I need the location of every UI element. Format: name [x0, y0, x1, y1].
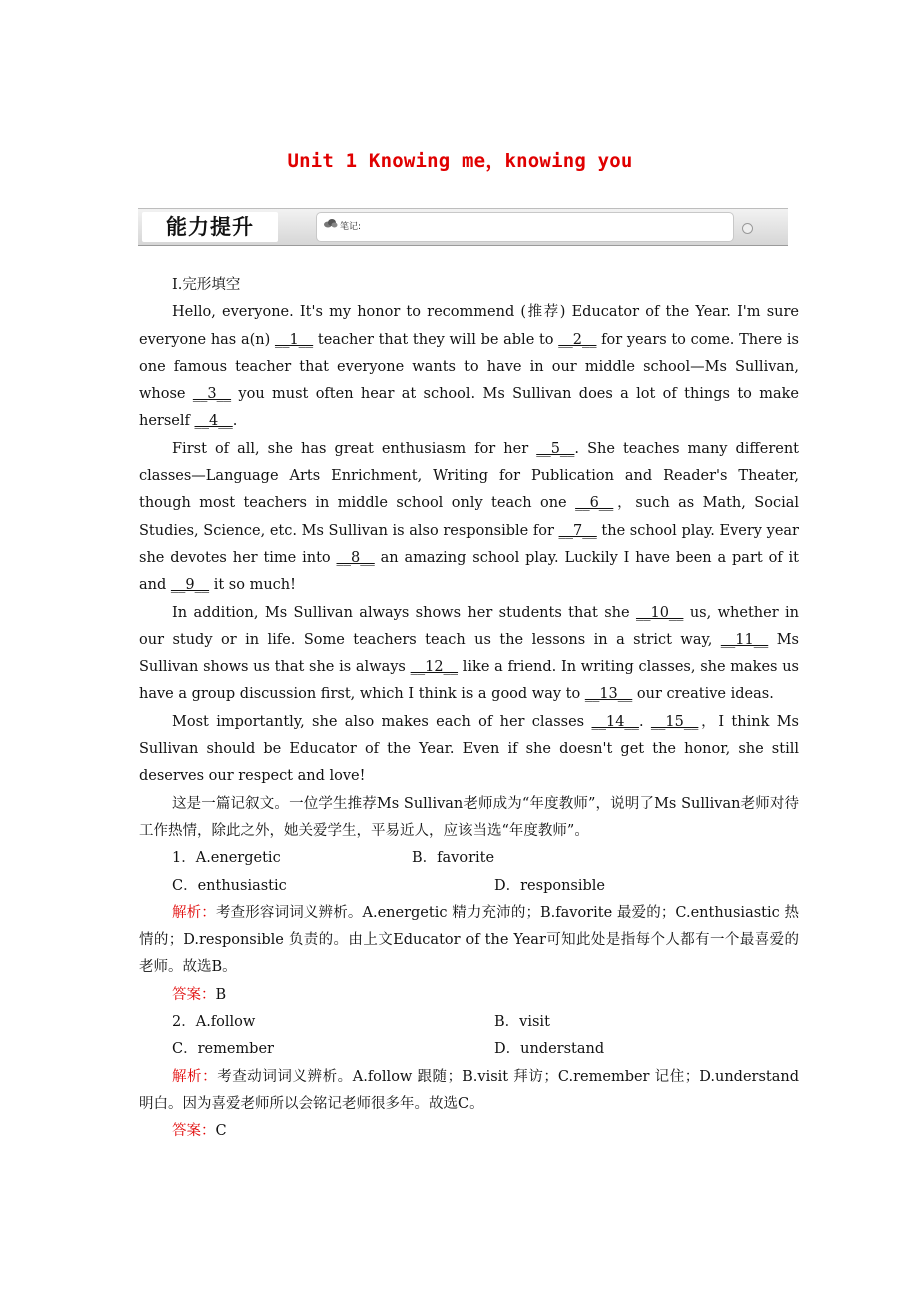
blank-1[interactable]: __1__ [274, 331, 314, 348]
question-2-answer: 答案：C [172, 1123, 227, 1140]
option-b[interactable]: B．visit [494, 1014, 550, 1031]
analysis-label: 解析： [172, 904, 216, 921]
blank-5[interactable]: __5__ [536, 440, 575, 457]
blank-3[interactable]: __3__ [192, 386, 232, 403]
knob-icon [742, 223, 753, 234]
notes-label: 笔记: [340, 222, 362, 232]
passage-paragraph-3: In addition, Ms Sullivan always shows her students that she __10__ us, whether in our study or in life. Some teachers teach us the lessons in a strict way, __11__ Ms Sullivan shows us that she is always __12__ like a friend. In writing classes, she makes us have a group discussion first, which I think is a good way to __13__ our creative ideas. [139, 604, 799, 703]
ability-tag: 能力提升 [142, 212, 278, 242]
document-body [139, 272, 799, 1146]
question-1-options-row-2 [139, 873, 799, 900]
blank-9[interactable]: __9__ [170, 577, 210, 594]
notes-field[interactable] [316, 212, 734, 242]
blank-6[interactable]: __6__ [575, 495, 614, 512]
question-1-answer: 答案：B [172, 986, 227, 1003]
question-2-analysis: 解析：考查动词词义辨析。A.follow 跟随；B.visit 拜访；C.remember 记住；D.understand 明白。因为喜爱老师所以会铭记老师很多年。故选C。 [139, 1068, 800, 1112]
blank-8[interactable]: __8__ [336, 549, 375, 566]
answer-label: 答案： [172, 1123, 216, 1140]
blank-12[interactable]: __12__ [410, 659, 459, 676]
blank-14[interactable]: __14__ [591, 713, 639, 730]
option-a[interactable]: 1．A.energetic [172, 850, 281, 867]
option-d[interactable]: D．understand [494, 1041, 605, 1058]
blank-10[interactable]: __10__ [635, 604, 684, 621]
blank-11[interactable]: __11__ [720, 631, 769, 648]
option-a[interactable]: 2．A.follow [172, 1014, 256, 1031]
page-title: Unit 1 Knowing me，knowing you [287, 150, 633, 172]
blank-13[interactable]: __13__ [584, 686, 633, 703]
passage-paragraph-4: Most importantly, she also makes each of her classes __14__. __15__，I think Ms Sullivan should be Educator of the Year. Even if she doesn't get the honor, she still deserves our respect and love! [139, 713, 800, 785]
question-2-options-row-2 [139, 1036, 799, 1063]
blank-7[interactable]: __7__ [558, 522, 597, 539]
question-1-options-row-1 [139, 845, 799, 872]
blank-4[interactable]: __4__ [194, 413, 233, 430]
section-banner [138, 208, 788, 246]
passage-paragraph-2: First of all, she has great enthusiasm for her __5__. She teaches many different classes—Language Arts Enrichment, Writing for Publication and Reader's Theater, though most teachers in middle school only teach one __6__，such as Math, Social Studies, Science, etc. Ms Sullivan is also responsible for __7__ the school play. Every year she devotes her time into __8__ an amazing school play. Luckily I have been a part of it and __9__ it so much! [139, 440, 800, 594]
section-heading: Ⅰ.完形填空 [172, 277, 241, 293]
option-c[interactable]: C．remember [172, 1041, 274, 1058]
blank-15[interactable]: __15__ [650, 713, 699, 730]
analysis-label: 解析： [172, 1068, 218, 1085]
cloud-icon [323, 218, 338, 228]
passage-paragraph-1: Hello, everyone. It's my honor to recommend (推荐) Educator of the Year. I'm sure everyone has a(n) __1__ teacher that they will be able to __2__ for years to come. There is one famous teacher that everyone wants to have in our middle school—Ms Sullivan, whose __3__ you must often hear at school. Ms Sullivan does a lot of things to make herself __4__. [139, 304, 799, 430]
blank-2[interactable]: __2__ [558, 331, 597, 348]
passage-summary: 这是一篇记叙文。一位学生推荐Ms Sullivan老师成为“年度教师”，说明了Ms Sullivan老师对待工作热情，除此之外，她关爱学生，平易近人，应该当选“年度教师”。 [139, 795, 799, 839]
answer-label: 答案： [172, 986, 216, 1003]
question-1-analysis: 解析：考查形容词词义辨析。A.energetic 精力充沛的；B.favorite 最爱的；C.enthusiastic 热情的；D.responsible 负责的。由上文Educator of the Year可知此处是指每个人都有一个最喜爱的老师。故选B。 [139, 904, 800, 976]
question-2-options-row-1 [139, 1009, 799, 1036]
option-d[interactable]: D．responsible [494, 877, 606, 894]
option-c[interactable]: C．enthusiastic [172, 877, 287, 894]
option-b[interactable]: B．favorite [412, 850, 495, 867]
